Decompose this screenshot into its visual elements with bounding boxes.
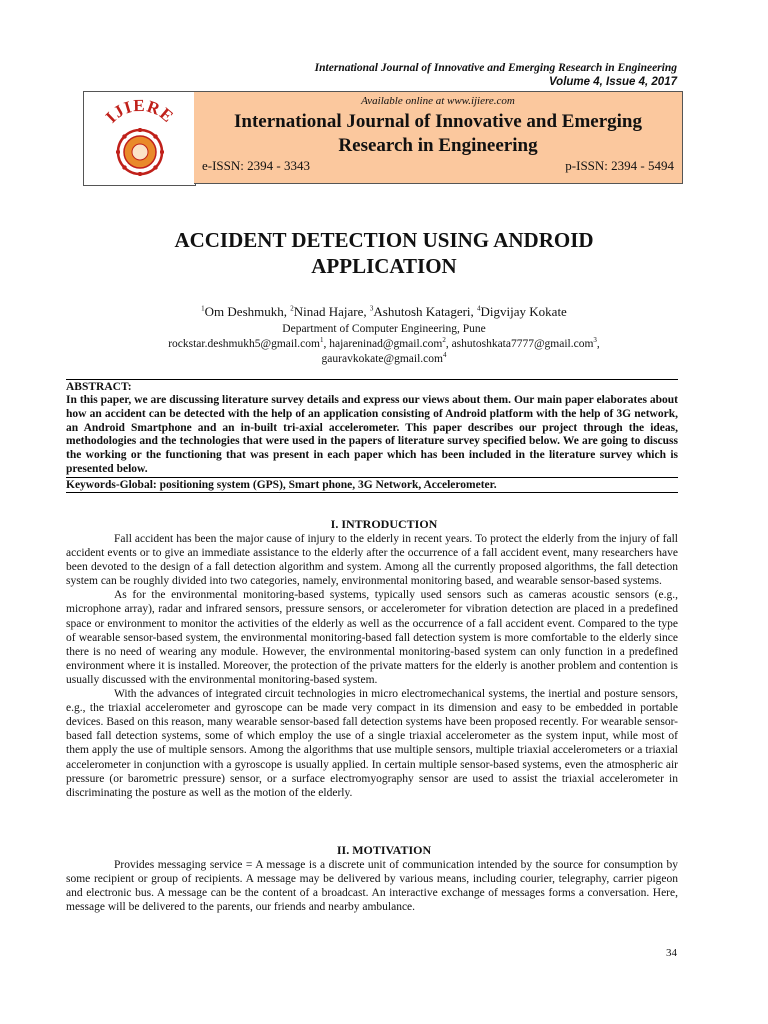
paper-title-line2: APPLICATION (311, 254, 457, 278)
eissn: e-ISSN: 2394 - 3343 (202, 158, 310, 173)
department: Department of Computer Engineering, Pune (282, 323, 486, 335)
author: $^1$Om Deshmukh, (201, 304, 291, 319)
paragraph: Fall accident has been the major cause of injury to the elderly in recent years. To protect the elderly from the injury of fall accident events or to give an immediate assistance to the elderly after the occurrence of a fall accident event, many researchers have been devoted to the design of a fall detection algorithm and system. Among all the currently proposed algorithms, the fall detection system can be roughly divided into two categories, namely, environmental monitoring based, and wearable sensor-based systems. (66, 533, 678, 588)
journal-title-line2: Research in Engineering (338, 135, 538, 156)
affiliation-block (0, 322, 768, 367)
page-number: 34 (666, 947, 677, 959)
paragraph: Provides messaging service = A message is a discrete unit of communication intended by the source for consumption by some recipient or group of recipients. A message may be delivered by various means, including courier, telegraphy, carrier pigeon and electronic bus. A message can be the content of a broadcast. An interactive exchange of messages forms a conversation. Here, message will be delivered to the parents, our friends and nearby ambulance. (66, 859, 678, 914)
running-header-journal: International Journal of Innovative and Emerging Research in Engineering (314, 62, 677, 74)
section-body-motivation (66, 858, 678, 914)
journal-banner (194, 91, 683, 184)
svg-text:IJIERE (102, 96, 178, 127)
journal-title-line1: International Journal of Innovative and Emerging (233, 111, 642, 132)
section-heading-motivation: II. MOTIVATION (336, 843, 432, 857)
email-link[interactable]: ashutoshkata7777@gmail.com (451, 338, 594, 350)
abstract-heading: ABSTRACT: (66, 381, 132, 393)
author: $^2$Ninad Hajare, (290, 304, 370, 319)
paper-title (0, 227, 768, 279)
author: $^4$Digvijay Kokate (477, 304, 567, 319)
section-heading-introduction: I. INTRODUCTION (330, 517, 438, 531)
abstract-box (66, 379, 678, 493)
paper-title-line1: ACCIDENT DETECTION USING ANDROID (174, 228, 594, 252)
paragraph: With the advances of integrated circuit technologies in micro electromechanical systems, the inertial and posture sensors, e.g., the triaxial accelerometer and gyroscope can be made very compact in its dimension and easy to be embedded in portable devices. Based on this reason, many wearable sensor-based fall detection systems have been proposed recently. For wearable sensor-based fall detection systems, some of which employ the use of a single triaxial accelerometer as the system input, while most of them apply the use of multiple sensors. Among the algorithms that use multiple sensors, multiple triaxial accelerometers or a triaxial accelerometer in conjunction with a gyroscope is usually applied. In certain multiple sensor-based systems, even the atmospheric air pressure (or barometric pressure) sensor, or a surface electromyography sensor are used to assist the triaxial accelerometer in discriminating the posture as well as the motion of the elderly. (66, 688, 678, 799)
author-list (0, 304, 768, 320)
email-link[interactable]: rockstar.deshmukh5@gmail.com (168, 338, 320, 350)
available-online: Available online at www.ijiere.com (361, 95, 515, 107)
email-line: gauravkokate@gmail.com$^4$ (321, 351, 447, 365)
email-link[interactable]: gauravkokate@gmail.com (321, 353, 443, 365)
email-link[interactable]: hajareninad@gmail.com (329, 338, 443, 350)
pissn: p-ISSN: 2394 - 5494 (565, 158, 674, 173)
paragraph: As for the environmental monitoring-based systems, typically used sensors such as cameras acoustic sensors (e.g., microphone array), radar and infrared sensors, pressure sensors, or accelerometer for vibration detection are placed in a predefined space or environment to monitor the activities of the elderly as well as the occurrence of a fall accident event. Compared to the type of wearable sensor-based system, the environmental monitoring-based fall detection system is more comfortable to the elderly since there is no need of wearing any module. However, the environmental monitoring-based system can only function in a predefined environment where it is installed. Moreover, the protection of the private matters for the elderly is another problem and contention is usually discussed with the environmental monitoring-based system. (66, 589, 678, 686)
email-line: rockstar.deshmukh5@gmail.com$^1$, hajareninad@gmail.com$^2$, ashutoshkata7777@gmail.com$^3$, (168, 336, 600, 350)
logo-text: IJIERE (101, 95, 178, 127)
journal-logo (83, 91, 196, 186)
running-header-volume: Volume 4, Issue 4, 2017 (548, 76, 677, 88)
author: $^3$Ashutosh Katageri, (369, 304, 478, 319)
ijiere-logo-icon (84, 92, 195, 185)
journal-title (194, 110, 682, 158)
keywords: Keywords-Global: positioning system (GPS), Smart phone, 3G Network, Accelerometer. (66, 477, 678, 492)
section-body-introduction (66, 532, 678, 800)
abstract-text: In this paper, we are discussing literature survey details and express our views about them. Our main paper elaborates about how an accident can be detected with the help of an application consisting of Android platform with the help of 3G network, an Android Smartphone and an in-built tri-axial accelerometer. This paper describes our project through the ideas, methodologies and the technologies that were used in the papers of literature survey specified below. We are going to discuss the working or the functioning that was present in each paper which has been included in the literature survey which is presented below. (66, 394, 678, 475)
